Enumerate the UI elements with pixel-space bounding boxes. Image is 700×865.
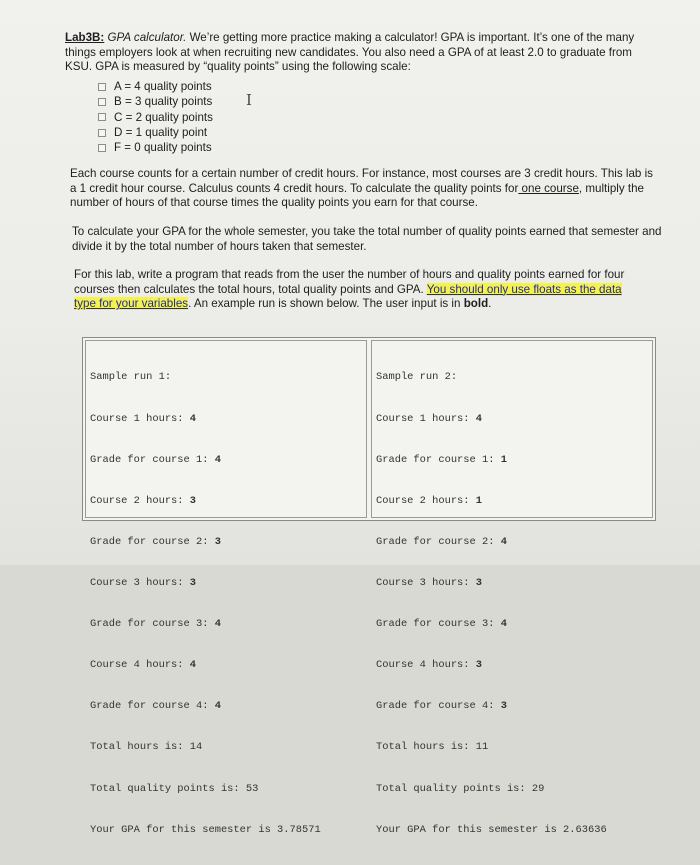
sample-runs-table [82,337,656,836]
sample-line: Course 2 hours: 1 [376,494,483,507]
sample-line: Course 3 hours: 3 [376,576,483,589]
intro-paragraph [65,31,635,75]
sample-line: Course 3 hours: 3 [90,576,197,589]
sample-line: Grade for course 3: 4 [376,618,507,631]
sample-line: Grade for course 3: 4 [90,618,221,631]
sample-line: Grade for course 4: 4 [90,700,221,713]
sample-line: Course 1 hours: 4 [376,412,483,425]
sample-line: Course 2 hours: 3 [90,494,197,507]
lab-instructions-paragraph: For this lab, write a program that reads from the user the number of hours and quality points earned for four courses then calculates the total hours, total quality points and GPA. You should only use floats as the data type for your variables. An example run is shown below. The user input is in bold. [74,268,625,311]
sample-line: Grade for course 1: 4 [90,453,221,466]
sample-output: Your GPA for this semester is 3.78571 [90,823,321,836]
grade-scale-list [98,79,213,155]
text-cursor-icon: I [246,91,252,109]
sample-output: Total quality points is: 29 [376,782,545,795]
sample-line: Grade for course 2: 3 [90,535,221,548]
sample-title: Sample run 2: [376,371,458,384]
list-item: B = 3 quality points [98,94,213,109]
sample-line: Grade for course 2: 4 [376,535,507,548]
list-item: D = 1 quality point [98,125,213,140]
sample-line: Course 1 hours: 4 [90,412,197,425]
sample-output: Total hours is: 11 [376,741,489,754]
checkbox-bullet-icon [98,113,106,121]
highlighted-requirement: You should only use floats as the data type for your variables [74,282,622,311]
sample-output: Total hours is: 14 [90,741,203,754]
list-item: C = 2 quality points [98,110,213,125]
sample-title: Sample run 1: [90,371,172,384]
checkbox-bullet-icon [98,144,106,152]
credit-hours-paragraph: Each course counts for a certain number of credit hours. For instance, most courses are 3 credit hours. This lab is a 1 credit hour course. Calculus counts 4 credit hours. To calculate the quality points for one course, multiply the number of hours of that course times the quality points you earn for that course. [70,167,653,210]
checkbox-bullet-icon [98,83,106,91]
intro-text: We’re getting more practice making a calculator! GPA is important. It’s one of the many things employers look at when recruiting new candidates. You also need a GPA of at least 2.0 to graduate from KSU. GPA is measured by “quality points” using the following scale: [65,31,635,74]
sample-run-1 [85,340,367,836]
sample-run-2 [371,340,653,836]
sample-line: Course 4 hours: 4 [90,659,197,672]
gpa-paragraph: To calculate your GPA for the whole semester, you take the total number of quality points earned that semester and divide it by the total number of hours taken that semester. [72,225,662,253]
sample-output: Total quality points is: 53 [90,782,259,795]
checkbox-bullet-icon [98,129,106,137]
sample-line: Grade for course 1: 1 [376,453,507,466]
sample-line: Course 4 hours: 3 [376,659,483,672]
lab-label: Lab3B: [65,31,105,44]
sample-line: Grade for course 4: 3 [376,700,507,713]
sample-output: Your GPA for this semester is 2.63636 [376,823,607,836]
checkbox-bullet-icon [98,98,106,106]
lab-title: GPA calculator. [104,31,187,44]
list-item: A = 4 quality points [98,79,213,94]
list-item: F = 0 quality points [98,140,213,155]
